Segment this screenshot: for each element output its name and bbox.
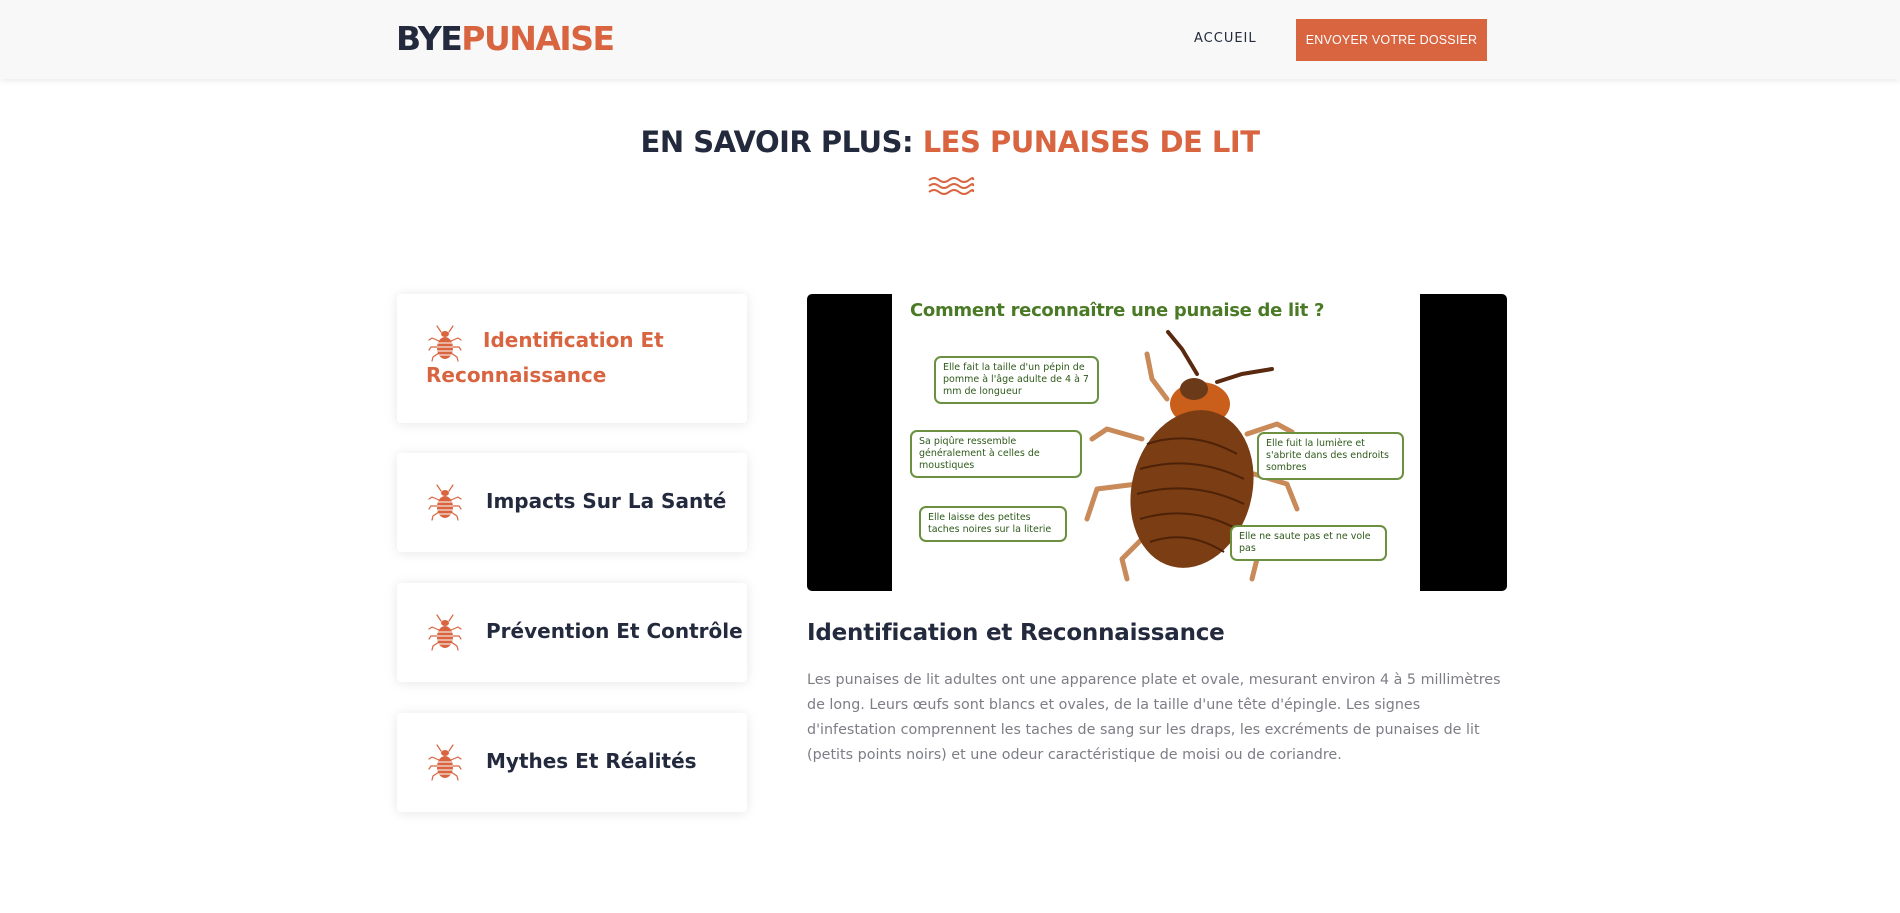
infographic-fact-stains: Elle laisse des petites taches noires sur la literie (919, 506, 1067, 542)
content-title: Identification et Reconnaissance (807, 620, 1225, 646)
tab-label: Identification Et Reconnaissance (426, 328, 664, 387)
infographic-fact-size: Elle fait la taille d'un pépin de pomme à l'âge adulte de 4 à 7 mm de longueur (934, 356, 1099, 404)
tab-mythes-realites[interactable] (397, 713, 747, 812)
tab-impacts-sante[interactable] (397, 453, 747, 552)
tab-label: Impacts Sur La Santé (486, 489, 727, 513)
bedbug-icon (425, 743, 465, 783)
infographic-image (892, 294, 1420, 591)
infographic-fact-no-fly: Elle ne saute pas et ne vole pas (1230, 525, 1387, 561)
media-frame (807, 294, 1507, 591)
wave-divider-icon (927, 176, 975, 196)
content-body: Les punaises de lit adultes ont une apparence plate et ovale, mesurant environ 4 à 5 millimètres de long. Leurs œufs sont blancs et ovales, de la taille d'une tête d'épingle. Les signes d'infestation comprennent les taches de sang sur les draps, les excréments de punaises de lit (petits points noirs) et une odeur caractéristique de moisi ou de coriandre. (807, 672, 1501, 763)
nav-link-accueil[interactable]: ACCUEIL (1194, 31, 1257, 46)
infographic-fact-bite: Sa piqûre ressemble généralement à celles de moustiques (910, 430, 1082, 478)
section-title-highlight: LES PUNAISES DE LIT (922, 125, 1260, 159)
tab-label: Mythes Et Réalités (486, 749, 697, 773)
tab-prevention-controle[interactable] (397, 583, 747, 682)
tab-label: Prévention Et Contrôle (486, 619, 743, 643)
logo-part-bye: BYE (396, 19, 462, 58)
send-dossier-button[interactable]: ENVOYER VOTRE DOSSIER (1296, 19, 1487, 61)
bedbug-icon (425, 483, 465, 523)
logo-part-punaise: PUNAISE (461, 19, 614, 58)
infographic-fact-light: Elle fuit la lumière et s'abrite dans des endroits sombres (1257, 432, 1404, 480)
section-title-prefix: EN SAVOIR PLUS: (640, 125, 923, 159)
infographic-title: Comment reconnaître une punaise de lit ? (910, 300, 1325, 321)
site-header (0, 0, 1900, 79)
section-title (0, 122, 1900, 162)
tab-identification[interactable] (397, 294, 747, 423)
bedbug-icon (425, 613, 465, 653)
logo[interactable] (396, 18, 614, 60)
